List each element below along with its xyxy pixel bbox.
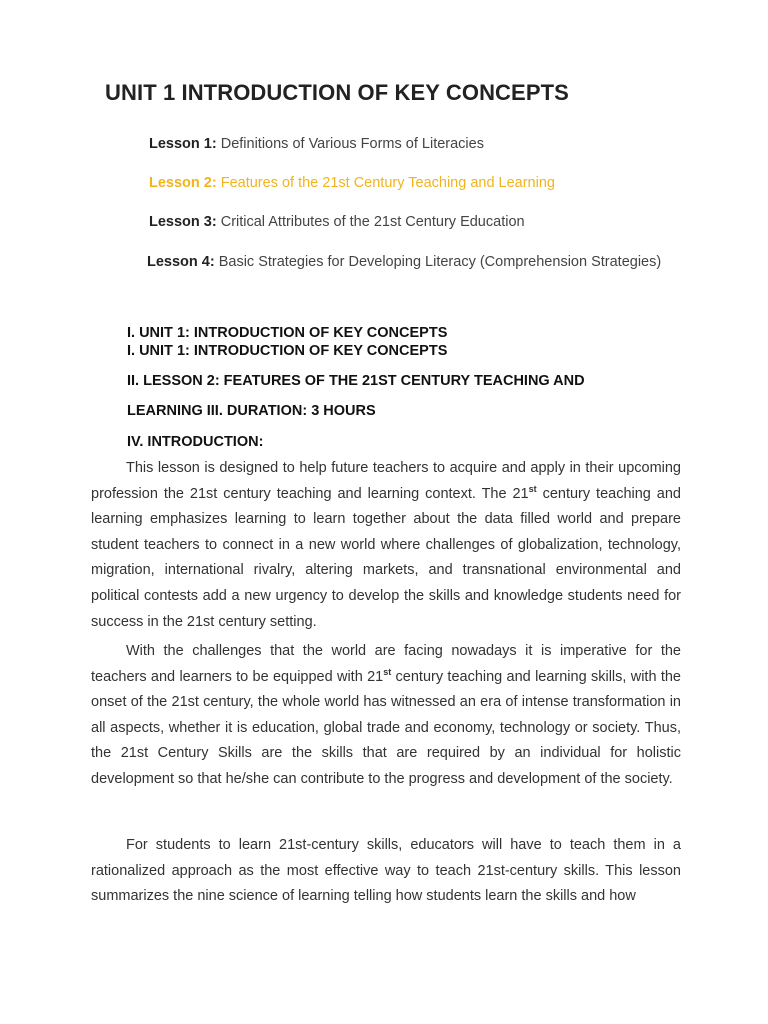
lesson-3 [149,214,525,230]
lesson-4-label: Lesson 4: [147,254,215,270]
paragraph-1-superscript: st [528,483,537,494]
lesson-1 [149,136,484,152]
paragraph-2 [91,639,681,793]
paragraph-1-text-b: century teaching and learning emphasizes learning to learn together about the data filled world and prepare student teachers to connect in a new world where challenges of globalization, technology, migration, international rivalry, altering markets, and transnational environmental and political contests add a new urgency to develop the skills and knowledge students need for success in the 21st century setting. [91,485,681,630]
lesson-1-label: Lesson 1: [149,136,217,152]
lesson-1-text: Definitions of Various Forms of Literacies [220,136,484,152]
paragraph-1-text-a: This lesson is designed to help future teachers to acquire and apply in their upcoming profession the 21st century teaching and learning context. The 21 [91,460,681,502]
lesson-2 [149,175,555,191]
paragraph-2-text-a: With the challenges that the world are facing nowadays it is imperative for the teachers and learners to be equipped with 21 [91,643,681,685]
lesson-2-text: Features of the 21st Century Teaching and Learning [220,175,555,191]
heading-unit-1: I. UNIT 1: INTRODUCTION OF KEY CONCEPTS [127,325,448,341]
paragraph-3: For students to learn 21st-century skills, educators will have to teach them in a rationalized approach as the most effective way to teach 21st-century skills. This lesson summarizes the nine science of learning telling how students learn the skills and how [91,837,681,905]
heading-introduction: IV. INTRODUCTION: [127,434,264,450]
lesson-3-text: Critical Attributes of the 21st Century Education [220,214,525,230]
lesson-4 [147,254,661,270]
heading-duration: LEARNING III. DURATION: 3 HOURS [127,403,376,419]
heading-unit-1-repeat: I. UNIT 1: INTRODUCTION OF KEY CONCEPTS [127,343,448,359]
lesson-2-label: Lesson 2: [149,175,217,191]
paragraph-2-superscript: st [383,666,392,677]
unit-title: UNIT 1 INTRODUCTION OF KEY CONCEPTS [105,80,569,105]
paragraph-1 [91,456,681,635]
paragraph-2-text-b: century teaching and learning skills, with the onset of the 21st century, the whole world has witnessed an era of intense transformation in all aspects, whether it is education, global trade and economy, technology or society. Thus, the 21st Century Skills are the skills that are required by an individual for holistic development so that he/she can contribute to the progress and development of the society. [91,668,681,787]
heading-lesson-2: II. LESSON 2: FEATURES OF THE 21ST CENTURY TEACHING AND [127,373,585,389]
lesson-4-text: Basic Strategies for Developing Literacy (Comprehension Strategies) [218,254,662,270]
lesson-3-label: Lesson 3: [149,214,217,230]
